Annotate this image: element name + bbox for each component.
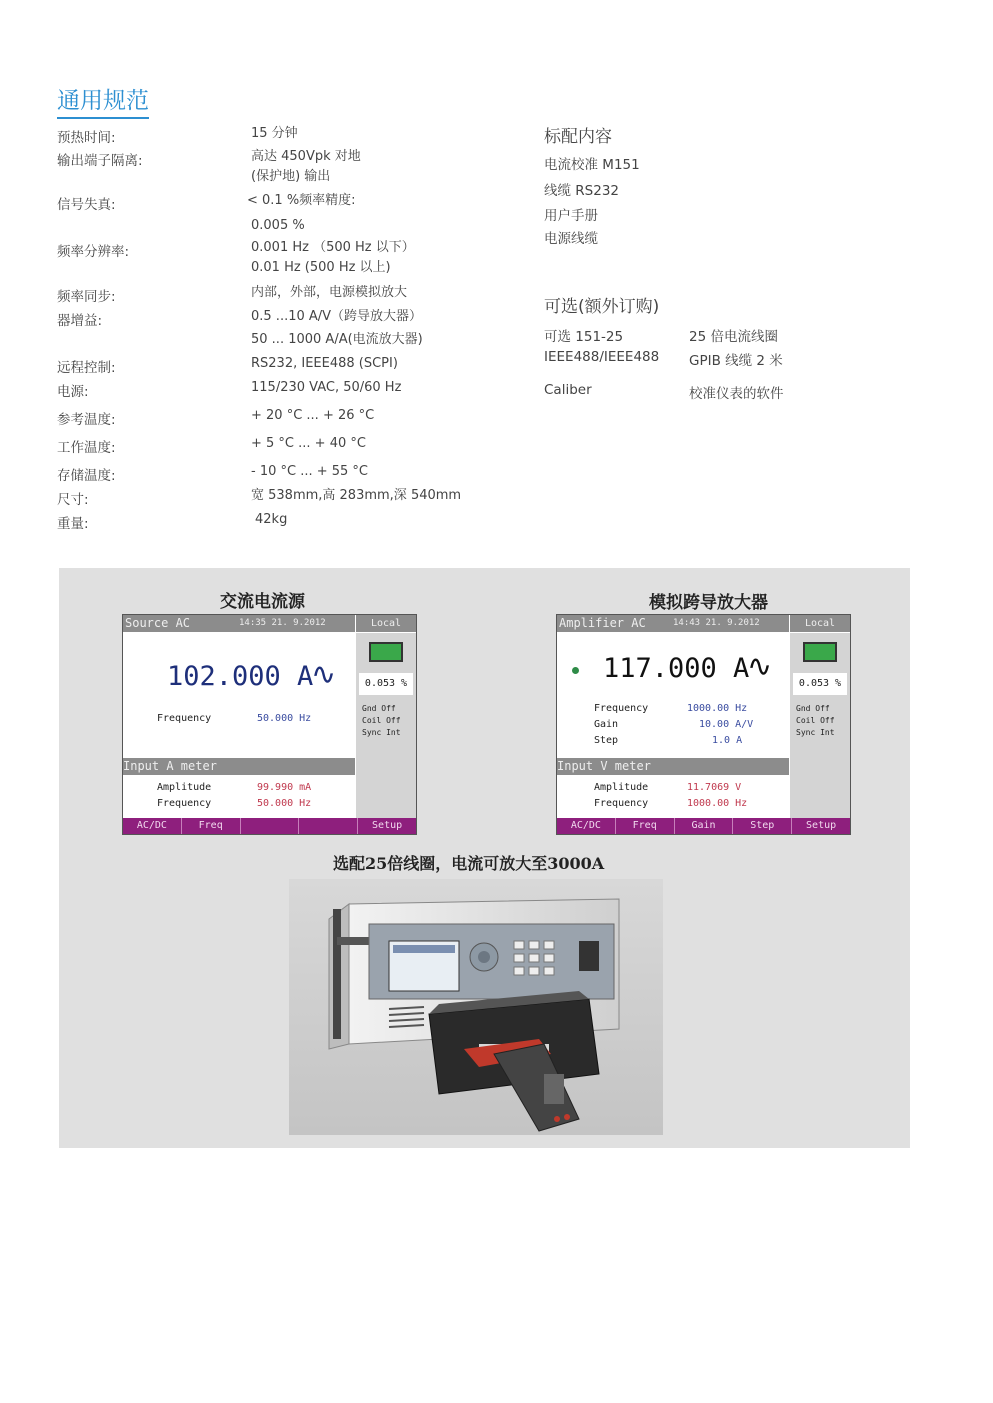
battery-icon [803,642,837,662]
spec-label: 存储温度: [57,468,116,484]
row-value: 1.0 A [712,735,743,746]
active-dot-icon [572,667,579,674]
optional-desc: 25 倍电流线圈 [689,329,778,345]
spec-label: 参考温度: [57,412,116,428]
spec-label: 工作温度: [57,440,116,456]
spec-label: 频率同步: [57,289,116,305]
softkey-step[interactable]: Step [733,818,792,834]
spec-value: 50 ... 1000 A/A(电流放大器) [251,332,423,347]
gnd-status: Gnd Off [796,704,830,713]
mode-label: Amplifier AC [559,616,646,630]
spec-value: 15 分钟 [251,126,298,141]
caption-right: 模拟跨导放大器 [649,593,768,613]
sync-status: Sync Int [796,728,835,737]
softkey-empty[interactable] [241,818,300,834]
spec-value: + 20 °C ... + 26 °C [251,408,375,423]
optional-name: IEEE488/IEEE488 [544,349,660,365]
meas-value: 99.990 mA [257,782,312,793]
spec-label: 频率分辨率: [57,244,130,260]
status-info [362,703,401,739]
meas-label: Amplitude [594,782,649,793]
mode-label: Source AC [125,616,191,630]
standard-item: 电源线缆 [544,231,598,247]
spec-value: RS232, IEEE488 (SCPI) [251,356,398,371]
meas-value: 11.7069 V [687,782,742,793]
input-bar: Input V meter [557,758,789,775]
standard-item: 电流校准 M151 [544,157,640,173]
battery-icon [369,642,403,662]
meas-value: 50.000 Hz [257,798,312,809]
local-indicator: Local [790,615,850,632]
main-value: 117.000 A [603,653,750,684]
side-panel-lower [790,758,850,818]
spec-value: 0.005 % [251,218,305,233]
standard-item: 线缆 RS232 [544,183,620,199]
main-value: 102.000 A [167,661,314,692]
spec-label: 器增益: [57,313,103,329]
spec-value: 高达 450Vpk 对地 [251,149,361,164]
meas-label: Frequency [594,798,649,809]
spec-value: - 10 °C ... + 55 °C [251,464,369,479]
row-value: 10.00 A/V [699,719,754,730]
optional-name: Caliber [544,382,592,398]
softkey-freq[interactable]: Freq [616,818,675,834]
status-bar [557,615,789,632]
softkey-acdc[interactable]: AC/DC [123,818,182,834]
percent-readout: 0.053 % [793,673,847,695]
meas-value: 1000.00 Hz [687,798,748,809]
side-panel-lower [356,758,416,818]
input-bar: Input A meter [123,758,355,775]
sine-wave-icon: ∿ [311,657,337,692]
softkey-gain[interactable]: Gain [675,818,734,834]
row-value: 1000.00 Hz [687,703,748,714]
status-bar [123,615,355,632]
spec-value: 42kg [255,512,288,527]
spec-label: 输出端子隔离: [57,153,143,169]
spec-value: 内部，外部，电源模拟放大 [251,285,408,300]
spec-value: + 5 °C ... + 40 °C [251,436,366,451]
row-label: Frequency [157,713,212,724]
row-label: Gain [594,719,619,730]
clock: 14:43 21. 9.2012 [673,618,760,628]
softkey-bar [557,818,850,834]
spec-value: 宽 538mm,高 283mm,深 540mm [251,488,462,503]
coil-status: Coil Off [362,716,401,725]
page-title: 通用规范 [57,82,149,119]
percent-readout: 0.053 % [359,673,413,695]
calibrator-illustration [289,879,663,1135]
spec-label: 远程控制: [57,360,116,376]
spec-label: 信号失真: [57,197,116,213]
status-info [796,703,835,739]
coil-status: Coil Off [796,716,835,725]
local-indicator: Local [356,615,416,632]
standard-item: 用户手册 [544,208,598,224]
sync-status: Sync Int [362,728,401,737]
meas-label: Frequency [157,798,212,809]
row-label: Frequency [594,703,649,714]
softkey-setup[interactable]: Setup [806,820,837,831]
spec-value: 0.01 Hz (500 Hz 以上) [251,260,391,275]
screen-amplifier-ac [556,614,851,835]
row-value: 50.000 Hz [257,713,312,724]
spec-value: (保护地) 输出 [251,169,331,184]
spec-value: 0.5 ...10 A/V（跨导放大器） [251,309,423,324]
screen-source-ac [122,614,417,835]
optional-name: 可选 151-25 [544,329,624,345]
spec-label: 尺寸: [57,492,89,508]
spec-label: 预热时间: [57,130,116,146]
gnd-status: Gnd Off [362,704,396,713]
sine-wave-icon: ∿ [747,649,773,684]
product-photo [289,879,663,1135]
standard-heading: 标配内容 [544,127,612,147]
optional-heading: 可选(额外订购) [544,297,660,317]
softkey-empty[interactable] [299,818,358,834]
meas-label: Amplitude [157,782,212,793]
caption-bottom: 选配25倍线圈，电流可放大至3000A [333,854,605,873]
spec-value: 0.001 Hz （500 Hz 以下） [251,240,415,255]
caption-left: 交流电流源 [220,592,305,612]
softkey-bar [123,818,416,834]
spec-value: 115/230 VAC, 50/60 Hz [251,380,402,395]
softkey-setup[interactable]: Setup [372,820,403,831]
softkey-acdc[interactable]: AC/DC [557,818,616,834]
row-label: Step [594,735,619,746]
clock: 14:35 21. 9.2012 [239,618,326,628]
optional-desc: GPIB 线缆 2 米 [689,353,783,369]
spec-label: 重量: [57,516,89,532]
spec-label: 电源: [57,384,89,400]
spec-value: < 0.1 %频率精度: [247,193,356,208]
softkey-freq[interactable]: Freq [182,818,241,834]
optional-desc: 校准仪表的软件 [689,386,784,402]
